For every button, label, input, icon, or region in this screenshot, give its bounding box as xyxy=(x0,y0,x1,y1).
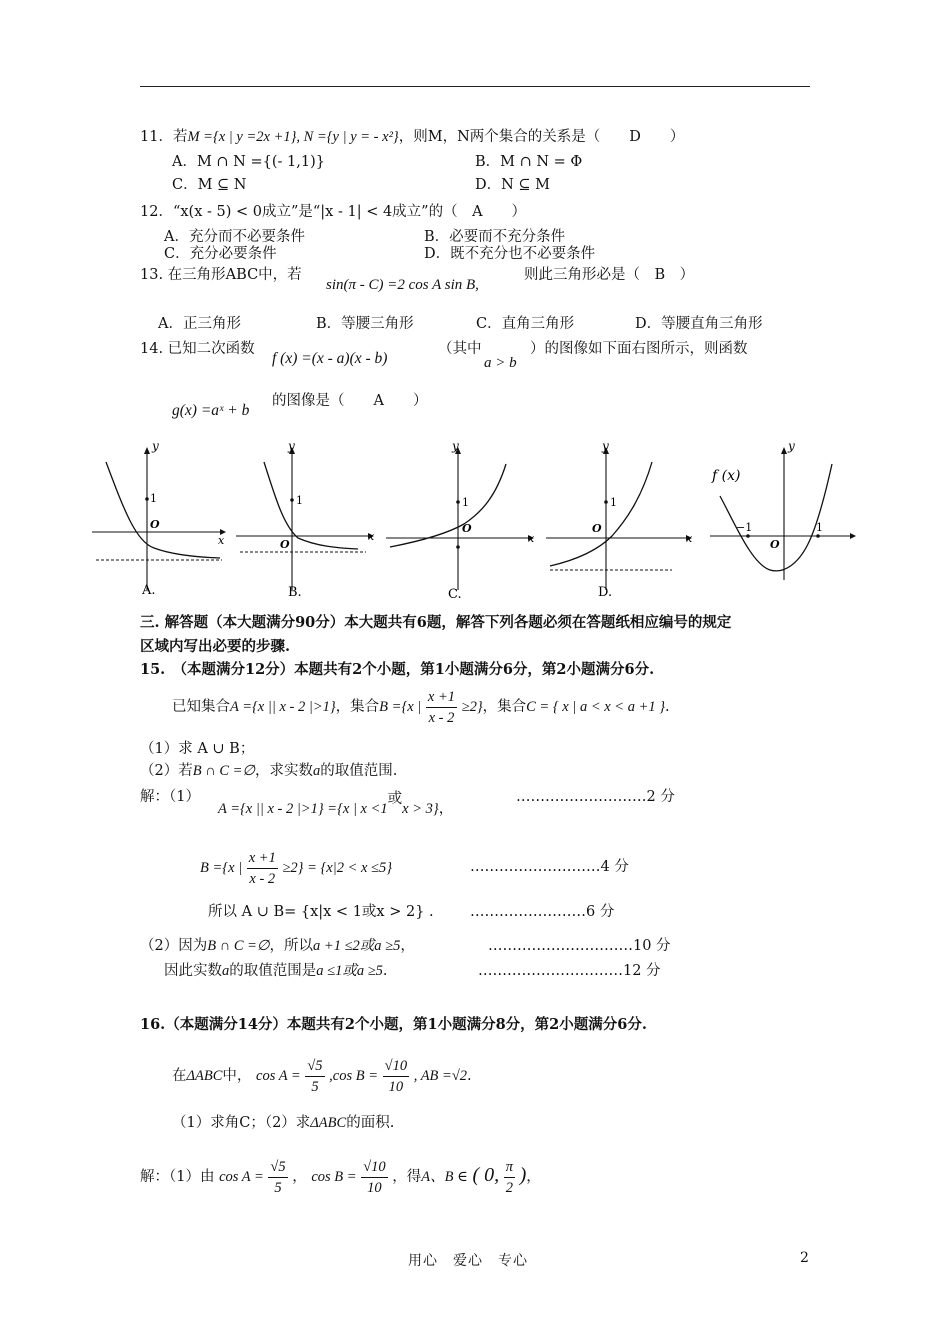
graph-d xyxy=(546,440,696,604)
q13-option-d: D．等腰直角三角形 xyxy=(635,316,763,332)
q16-sol-cosA-fraction: $\frac{√5}{5}$ xyxy=(270,1158,286,1196)
q16-cosA-fraction: $\frac{√5}{5}$ xyxy=(307,1057,323,1095)
q12-stem: 12．“x(x - 5) < 0成立”是“|x - 1| < 4成立”的（ A ） xyxy=(140,204,527,220)
q15-sol1: A ={x || x - 2 |>1} ={x | x <1或x > 3}， xyxy=(218,791,454,817)
q15-given: 已知集合A ={x || x - 2 |>1}，集合B ={x | $\frac{x +1}{x - 2}$ ≥2}，集合C = { x | a < x < a +1 }. xyxy=(172,688,670,726)
q12-option-a: A．充分而不必要条件 xyxy=(164,229,305,245)
q13-option-a: A．正三角形 xyxy=(158,316,241,332)
graph-d-one: 1 xyxy=(610,496,617,509)
graph-a-x-label: x xyxy=(218,534,225,547)
graph-b-one: 1 xyxy=(296,494,303,507)
header-rule xyxy=(140,86,810,87)
q16-solution: 解：（1）由 cos A = $\frac{√5}{5}$ ， cos B = $\frac{√10}{10}$ ，得A、B ∈ ( 0, $\frac{\pi}{2}$ )， xyxy=(140,1158,541,1196)
q15-score5: …………………………12 分 xyxy=(478,963,661,979)
q16-parts: （1）求角C；（2）求ΔABC的面积. xyxy=(172,1115,395,1131)
q15-score1: ………………………2 分 xyxy=(516,789,675,805)
graph-c-x-label: x xyxy=(528,532,535,545)
graph-c-y-label: y xyxy=(452,439,459,453)
q15-part1: （1）求 A ∪ B； xyxy=(140,741,255,757)
graph-d-x-label: x xyxy=(686,532,693,545)
graph-d-y-label: y xyxy=(602,439,609,453)
q14-condition: a > b xyxy=(484,355,517,371)
q14-exponential: g(x) =aˣ + b xyxy=(172,402,250,419)
q15-sol5: 因此实数a的取值范围是a ≤1或a ≥5. xyxy=(164,963,388,979)
graph-b-y-label: y xyxy=(288,439,295,453)
q11-option-d: D．N ⊆ M xyxy=(475,177,551,193)
graph-a-y-label: y xyxy=(152,439,159,453)
q13-option-b: B．等腰三角形 xyxy=(316,316,414,332)
q16-header: 16.（本题满分14分）本题共有2个小题，第1小题满分8分，第2小题满分6分. xyxy=(140,1016,647,1033)
q14-stem-prefix: 14. 已知二次函数 xyxy=(140,341,255,357)
q15-score4: …………………………10 分 xyxy=(488,938,671,954)
q15-sol2-fraction: $\frac{x +1}{x - 2}$ xyxy=(248,849,276,887)
q15-sol3: 所以 A ∪ B= {x|x < 1或x > 2} . xyxy=(208,904,434,920)
graph-a-label: A. xyxy=(142,583,156,598)
q16-given: 在ΔABC中， cos A = $\frac{√5}{5}$ ,cos B = $\frac{√10}{10}$ , AB =√2. xyxy=(172,1057,472,1095)
q11-option-b: B．M ∩ N = Φ xyxy=(475,154,583,170)
graph-a-one: 1 xyxy=(150,492,157,505)
q12-option-b: B．必要而不充分条件 xyxy=(424,229,566,245)
graph-c-label: C. xyxy=(448,587,462,602)
q15-score3: ……………………6 分 xyxy=(470,904,615,920)
q14-stem-suffix: ）的图像如下面右图所示，则函数 xyxy=(530,341,748,357)
q12-option-c: C．充分必要条件 xyxy=(164,246,277,262)
q15-sol4: （2）因为B ∩ C =∅，所以a +1 ≤2或a ≥5， xyxy=(140,938,415,954)
q11-stem: 11．若M ={x | y =2x +1}, N ={y | y = - x²}，则M，N两个集合的关系是（ D ） xyxy=(140,129,685,145)
graph-fx-y-label: y xyxy=(788,439,795,453)
graph-c-one: 1 xyxy=(462,496,469,509)
q16-sol-cosB-fraction: $\frac{√10}{10}$ xyxy=(363,1158,386,1196)
q12-option-d: D．既不充分也不必要条件 xyxy=(424,246,596,262)
q15-part2: （2）若B ∩ C =∅，求实数a的取值范围. xyxy=(140,763,398,779)
q15-header: 15. （本题满分12分）本题共有2个小题，第1小题满分6分，第2小题满分6分. xyxy=(140,661,655,678)
q14-paren: （其中 xyxy=(438,341,482,357)
graph-c-origin: O xyxy=(462,522,472,535)
q13-stem-prefix: 13. 在三角形ABC中，若 xyxy=(140,267,302,283)
graph-a xyxy=(92,440,232,604)
page-number: 2 xyxy=(800,1250,809,1266)
q13-equation: sin(π - C) =2 cos A sin B, xyxy=(326,277,479,293)
graph-d-label: D. xyxy=(598,585,613,600)
graph-fx xyxy=(708,440,858,604)
q16-cosB-fraction: $\frac{√10}{10}$ xyxy=(384,1057,408,1095)
q11-option-c: C．M ⊆ N xyxy=(172,177,247,193)
graph-fx-one: 1 xyxy=(816,521,823,534)
graph-d-origin: O xyxy=(592,522,602,535)
q14-quadratic: f (x) =(x - a)(x - b) xyxy=(272,350,388,367)
graph-fx-origin: O xyxy=(770,538,780,551)
q16-pi-over-two: $\frac{\pi}{2}$ xyxy=(505,1158,513,1196)
q15-sol-label: 解：（1） xyxy=(140,789,200,805)
q15-given-fraction: $\frac{x +1}{x - 2}$ xyxy=(427,688,456,726)
section3-line1: 三. 解答题（本大题满分90分）本大题共有6题，解答下列各题必须在答题纸相应编号的规定 xyxy=(140,614,732,631)
q15-score2: ………………………4 分 xyxy=(470,859,629,875)
graph-c xyxy=(386,440,536,604)
graph-a-origin: O xyxy=(150,518,160,531)
graph-fx-minus-one: −1 xyxy=(736,521,753,534)
q13-option-c: C．直角三角形 xyxy=(476,316,575,332)
q15-sol2: B ={x | $\frac{x +1}{x - 2}$ ≥2} = {x|2 < x ≤5} xyxy=(200,849,393,887)
graph-b-origin: O xyxy=(280,538,290,551)
graph-fx-label: f (x) xyxy=(712,468,741,484)
section3-line2: 区域内写出必要的步骤. xyxy=(140,638,291,655)
graph-b-label: B. xyxy=(288,585,302,600)
page-footer: 用心 爱心 专心 xyxy=(408,1253,528,1269)
q13-stem-suffix: 则此三角形必是（ B ） xyxy=(524,267,695,283)
q14-stem-suffix2: 的图像是（ A ） xyxy=(272,393,428,409)
graph-b xyxy=(236,440,376,604)
q11-option-a: A．M ∩ N ={(- 1,1)} xyxy=(172,154,325,170)
graph-b-x-label: x xyxy=(368,530,375,543)
